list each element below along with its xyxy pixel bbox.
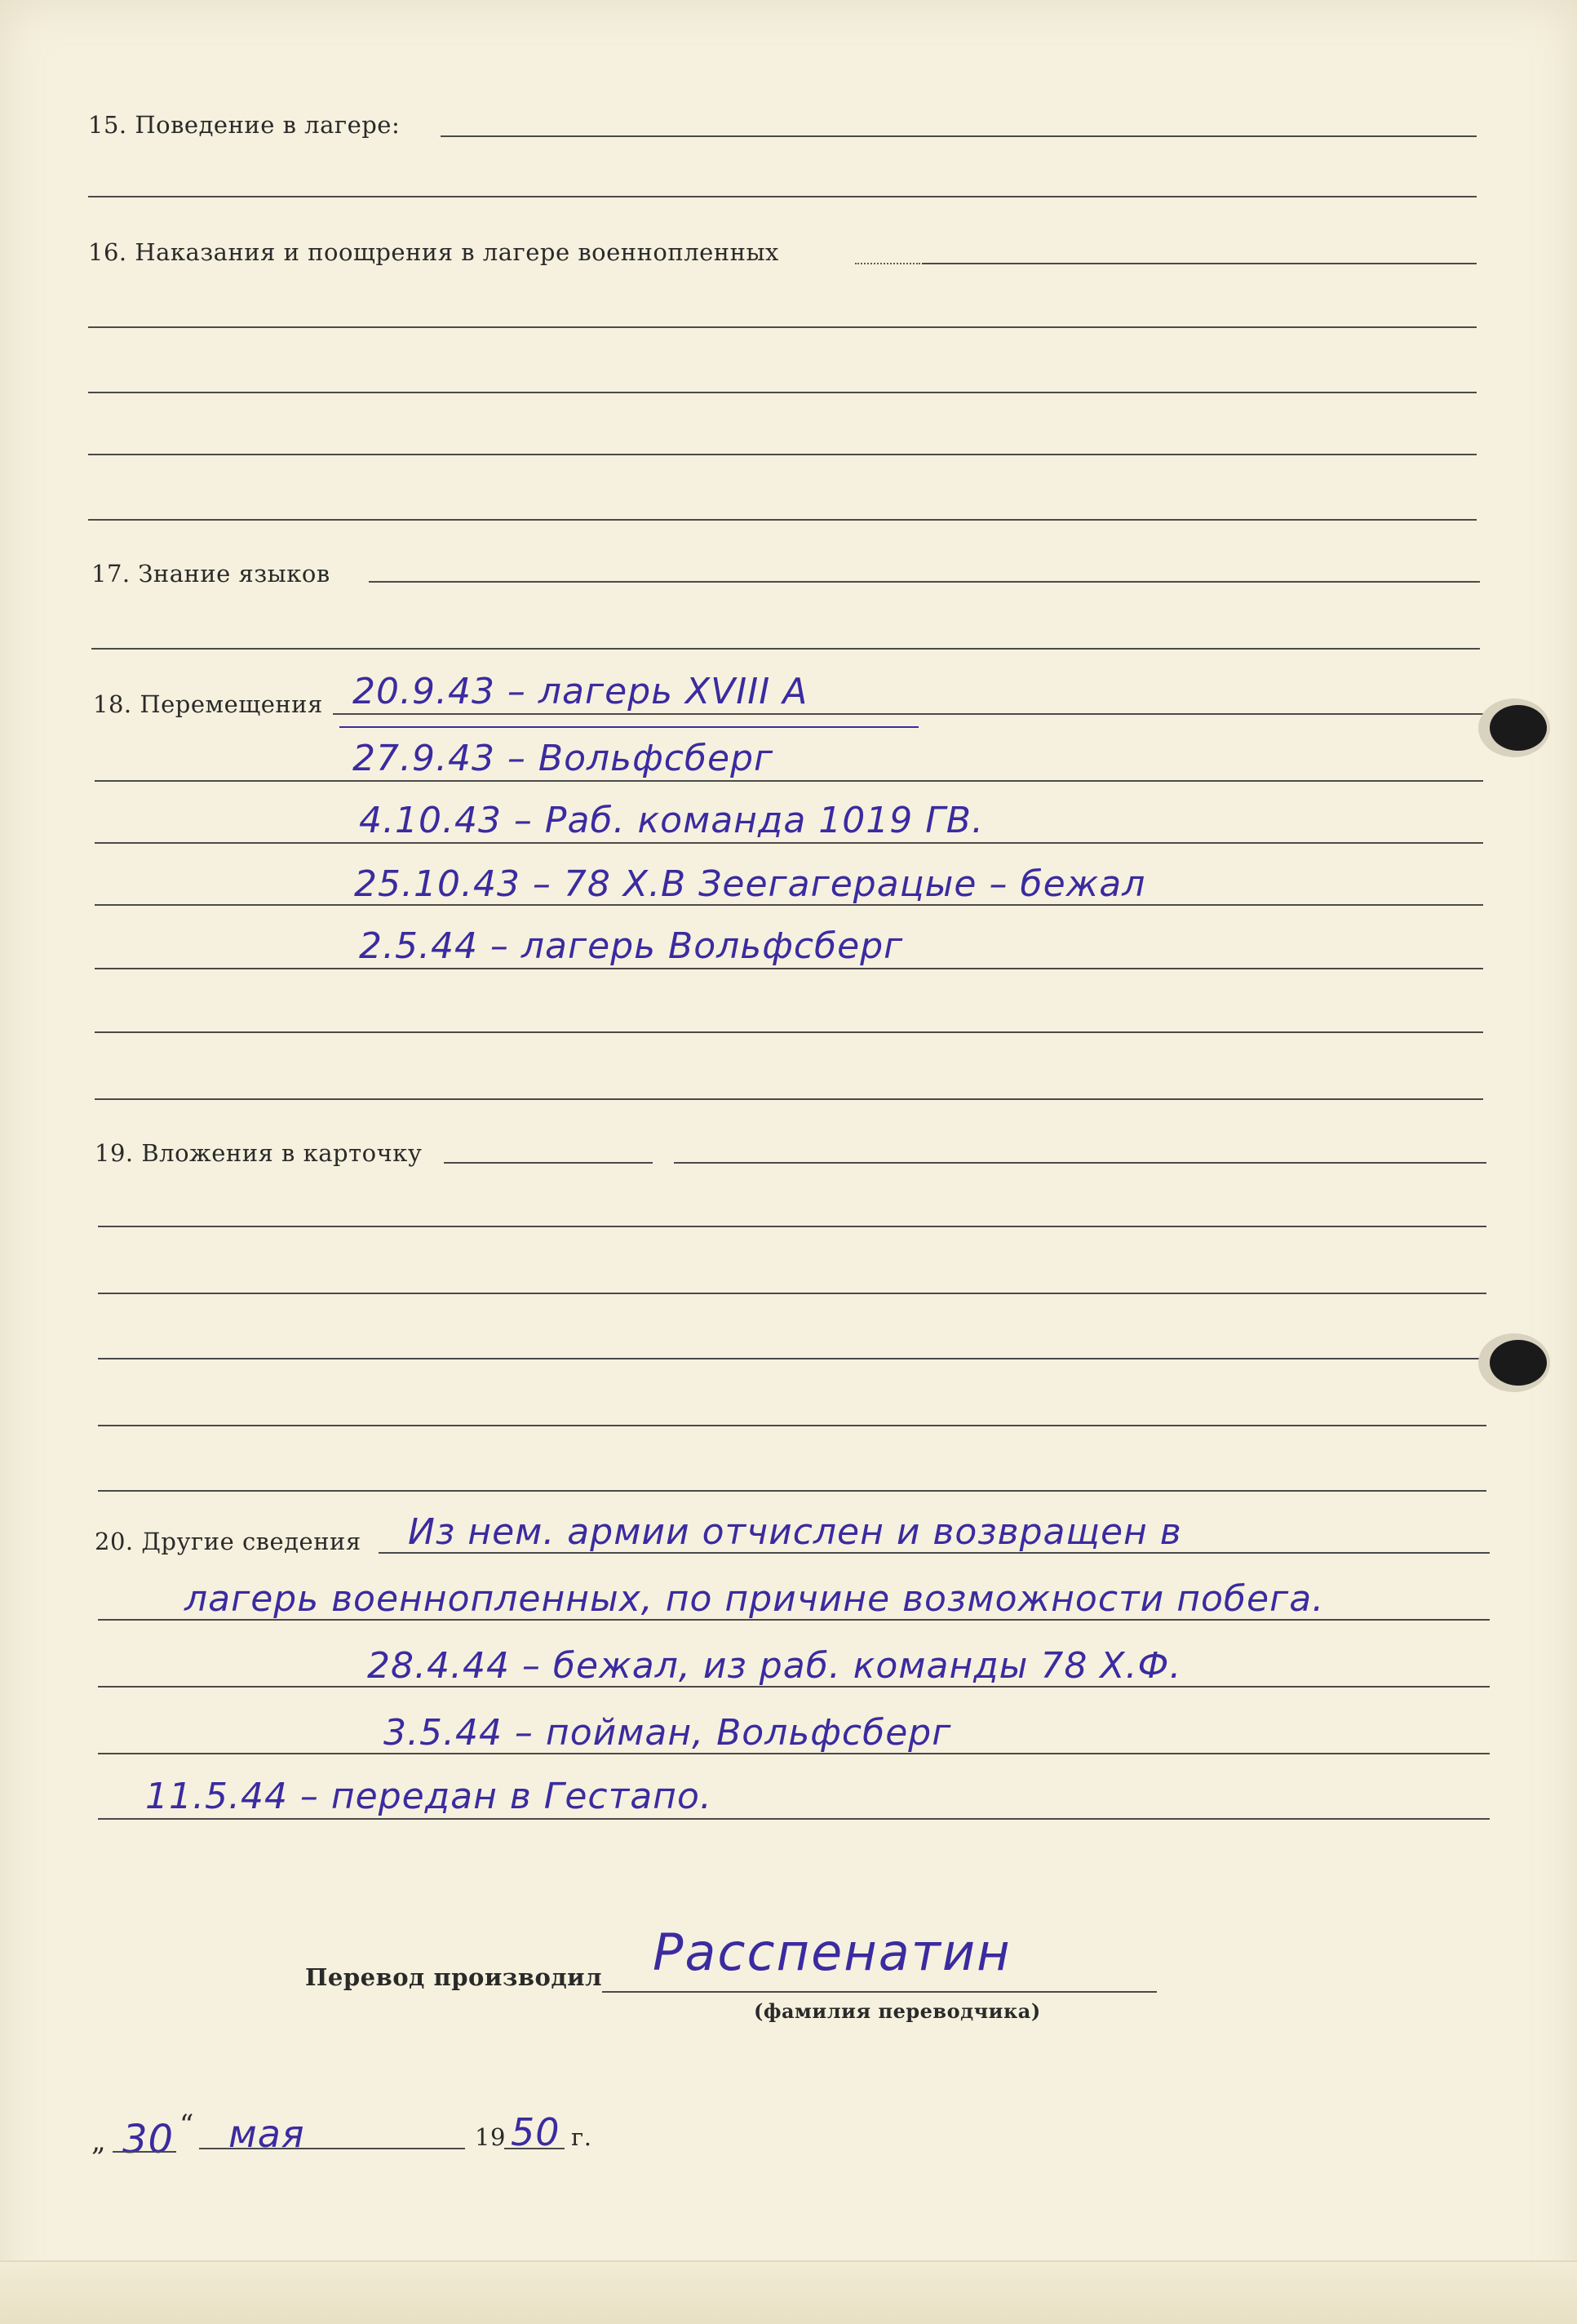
date-year-suffix: г. [571, 2123, 592, 2151]
movement-5: 2.5.44 – лагерь Вольфсберг [359, 925, 904, 967]
movement-1-underline [339, 726, 919, 728]
translator-signature: Расспенатин [653, 1923, 1012, 1982]
date-year-prefix: 19 [475, 2123, 506, 2151]
date-year: 50 [511, 2110, 560, 2154]
q19-line-1a [444, 1162, 653, 1164]
q17-label: 17. Знание языков [91, 560, 330, 588]
q15-label: 15. Поведение в лагере: [88, 111, 401, 139]
q18-line-3 [95, 842, 1483, 844]
date-day: 30 [122, 2117, 175, 2162]
q19-line-1b [674, 1162, 1486, 1164]
punch-hole-bottom [1490, 1340, 1547, 1386]
q16-line-3 [88, 392, 1477, 393]
q18-line-1 [333, 713, 1483, 715]
q19-line-3 [98, 1293, 1486, 1294]
date-month-line [199, 2148, 465, 2149]
q19-line-6 [98, 1490, 1486, 1492]
date-day-line [113, 2151, 176, 2153]
translator-label: Перевод производил [305, 1963, 603, 1991]
q16-line-1b [922, 263, 1477, 264]
date-year-line [504, 2148, 565, 2149]
q18-line-2 [95, 780, 1483, 782]
q16-line-2 [88, 326, 1477, 328]
q17-line-2 [91, 648, 1480, 650]
q18-line-7 [95, 1098, 1483, 1100]
date-close-quote: “ [179, 2109, 194, 2141]
q16-line-1a [855, 263, 920, 264]
q19-line-5 [98, 1425, 1486, 1426]
other-info-4: 3.5.44 – пойман, Вольфсберг [383, 1712, 952, 1754]
movement-1: 20.9.43 – лагерь XVIII A [352, 671, 808, 712]
q19-label: 19. Вложения в карточку [95, 1139, 423, 1167]
q15-line-1 [441, 135, 1477, 137]
date-open-quote: „ [91, 2125, 107, 2158]
q18-line-5 [95, 968, 1483, 969]
q16-line-4 [88, 454, 1477, 455]
other-info-5: 11.5.44 – передан в Гестапо. [145, 1776, 712, 1817]
movement-2: 27.9.43 – Вольфсберг [352, 738, 774, 779]
q18-label: 18. Перемещения [93, 690, 323, 718]
q20-label: 20. Другие сведения [95, 1528, 361, 1555]
movement-4: 25.10.43 – 78 Х.В Зеегагерацые – бежал [354, 863, 1146, 905]
other-info-2: лагерь военнопленных, по причине возможности побега. [184, 1578, 1325, 1620]
q19-line-4 [98, 1358, 1486, 1359]
q19-line-2 [98, 1226, 1486, 1227]
date-month: мая [228, 2112, 305, 2156]
translator-caption: (фамилия переводчика) [754, 1999, 1041, 2023]
q15-line-2 [88, 196, 1477, 197]
paper-bottom-fold [0, 2260, 1577, 2324]
translator-line [602, 1991, 1157, 1993]
q17-line-1 [369, 581, 1480, 583]
q16-line-5 [88, 519, 1477, 521]
punch-hole-top [1490, 705, 1547, 751]
movement-3: 4.10.43 – Раб. команда 1019 ГВ. [359, 800, 984, 841]
q16-label: 16. Наказания и поощрения в лагере военнопленных [88, 238, 779, 266]
other-info-1: Из нем. армии отчислен и возвращен в [408, 1511, 1182, 1553]
q20-line-5 [98, 1818, 1490, 1820]
other-info-3: 28.4.44 – бежал, из раб. команды 78 Х.Ф. [367, 1645, 1182, 1687]
q18-line-6 [95, 1031, 1483, 1033]
